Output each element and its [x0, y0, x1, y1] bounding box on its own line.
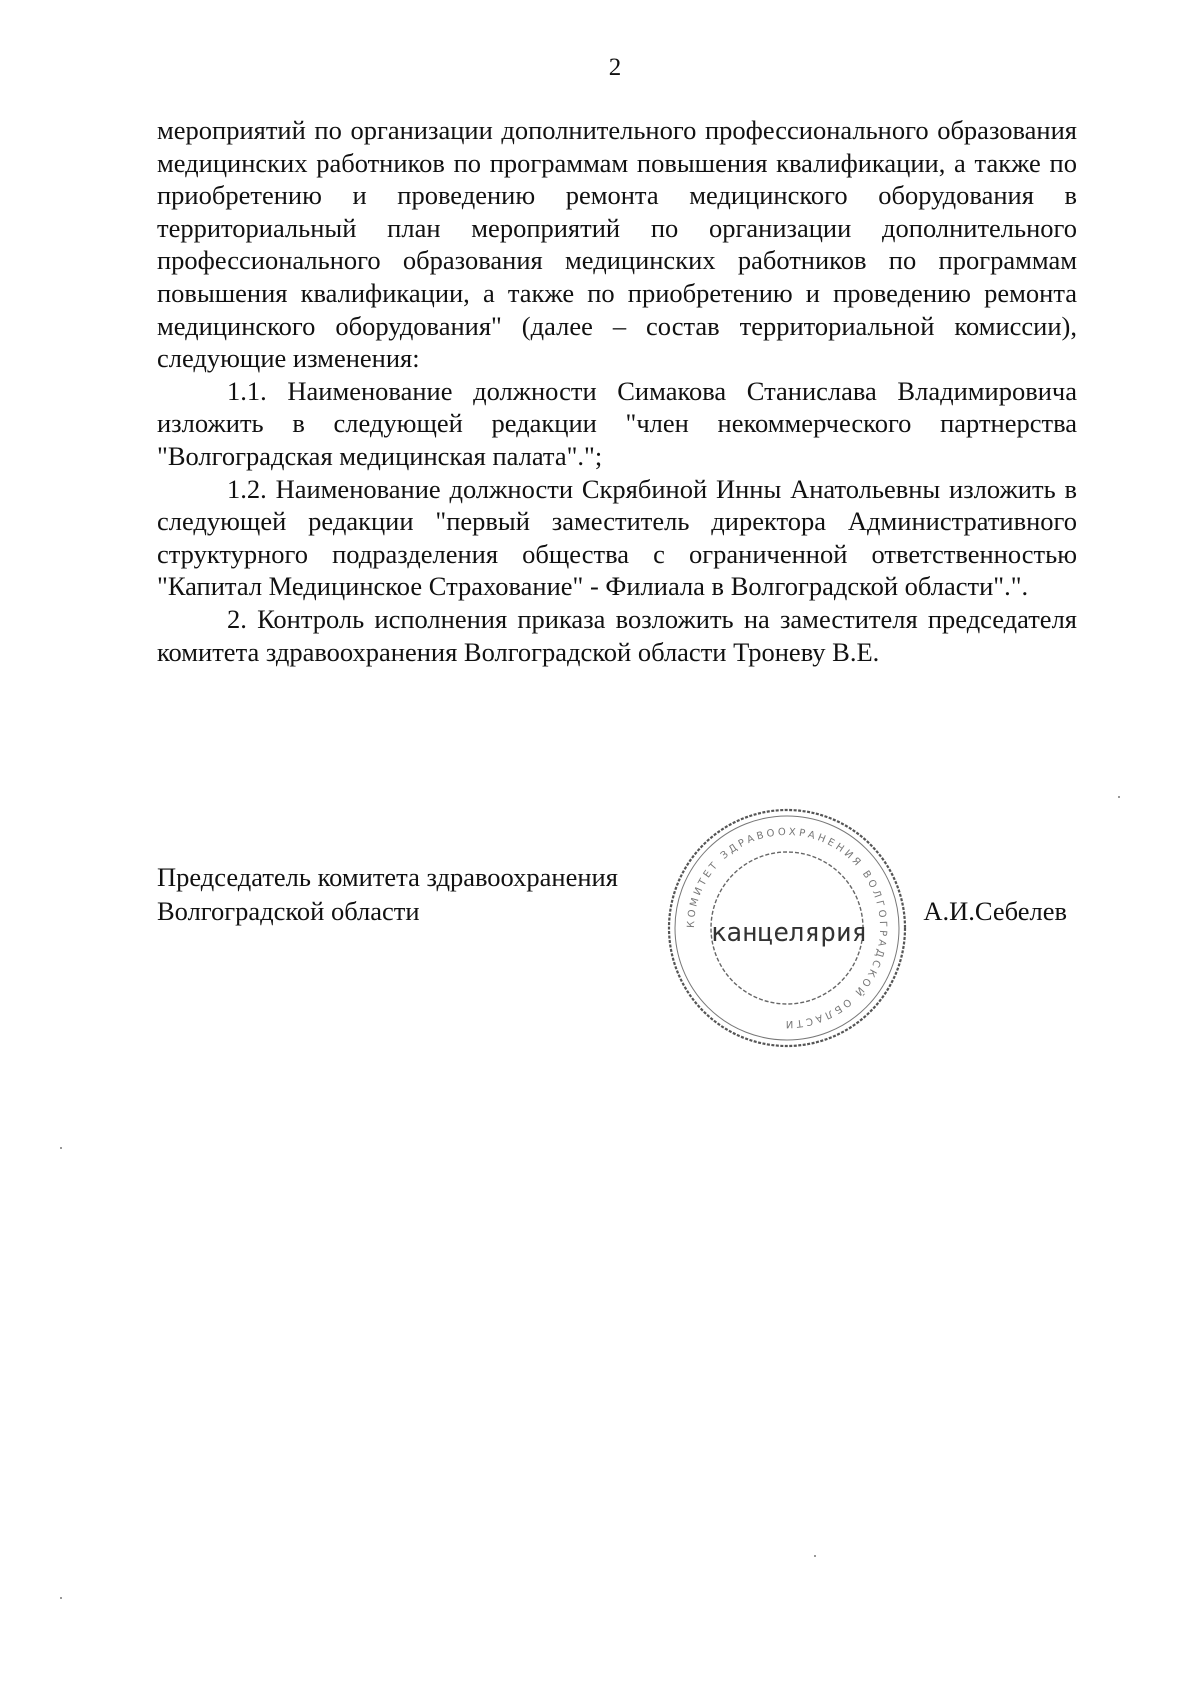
paragraph-item-1-2: 1.2. Наименование должности Скрябиной Инны Анатольевны изложить в следующей редакции "первый заместитель директора Административного структурного подразделения общества с ограниченной ответственностью "Капитал Медицинское Страхование" - Филиала в Волгоградской области".". [157, 473, 1077, 602]
signature-block [157, 860, 1077, 1060]
document-body [157, 114, 1077, 668]
page-number: 2 [608, 54, 622, 81]
signatory-position [157, 860, 618, 928]
scan-speck [60, 1147, 62, 1149]
signatory-position-line2: Волгоградской области [157, 896, 420, 926]
signatory-name: А.И.Себелев [923, 896, 1067, 926]
paragraph-item-2: 2. Контроль исполнения приказа возложить на заместителя председателя комитета здравоохранения Волгоградской области Троневу В.Е. [157, 603, 1077, 667]
signatory-position-line1: Председатель комитета здравоохранения [157, 862, 618, 892]
scan-speck [814, 1555, 816, 1557]
scan-speck [60, 1597, 62, 1599]
stamp-ring-text-path: КОМИТЕТ ЗДРАВООХРАНЕНИЯ ВОЛГОГРАДСКОЙ ОБЛАСТИ [685, 826, 889, 1030]
stamp-center-text: канцелярия [710, 918, 868, 948]
scan-speck [1118, 796, 1120, 798]
paragraph-item-1-1: 1.1. Наименование должности Симакова Станислава Владимировича изложить в следующей редакции "член некоммерческого партнерства "Волгоградская медицинская палата"."; [157, 375, 1077, 471]
paragraph-intro: мероприятий по организации дополнительного профессионального образования медицинских работников по программам повышения квалификации, а также по приобретению и проведению ремонта медицинского оборудования в территориальный план мероприятий по организации дополнительного профессионального образования медицинских работников по программам повышения квалификации, а также по приобретению и проведению ремонта медицинского оборудования" (далее – состав территориальной комиссии), следующие изменения: [157, 115, 1077, 374]
office-stamp [664, 805, 910, 1051]
